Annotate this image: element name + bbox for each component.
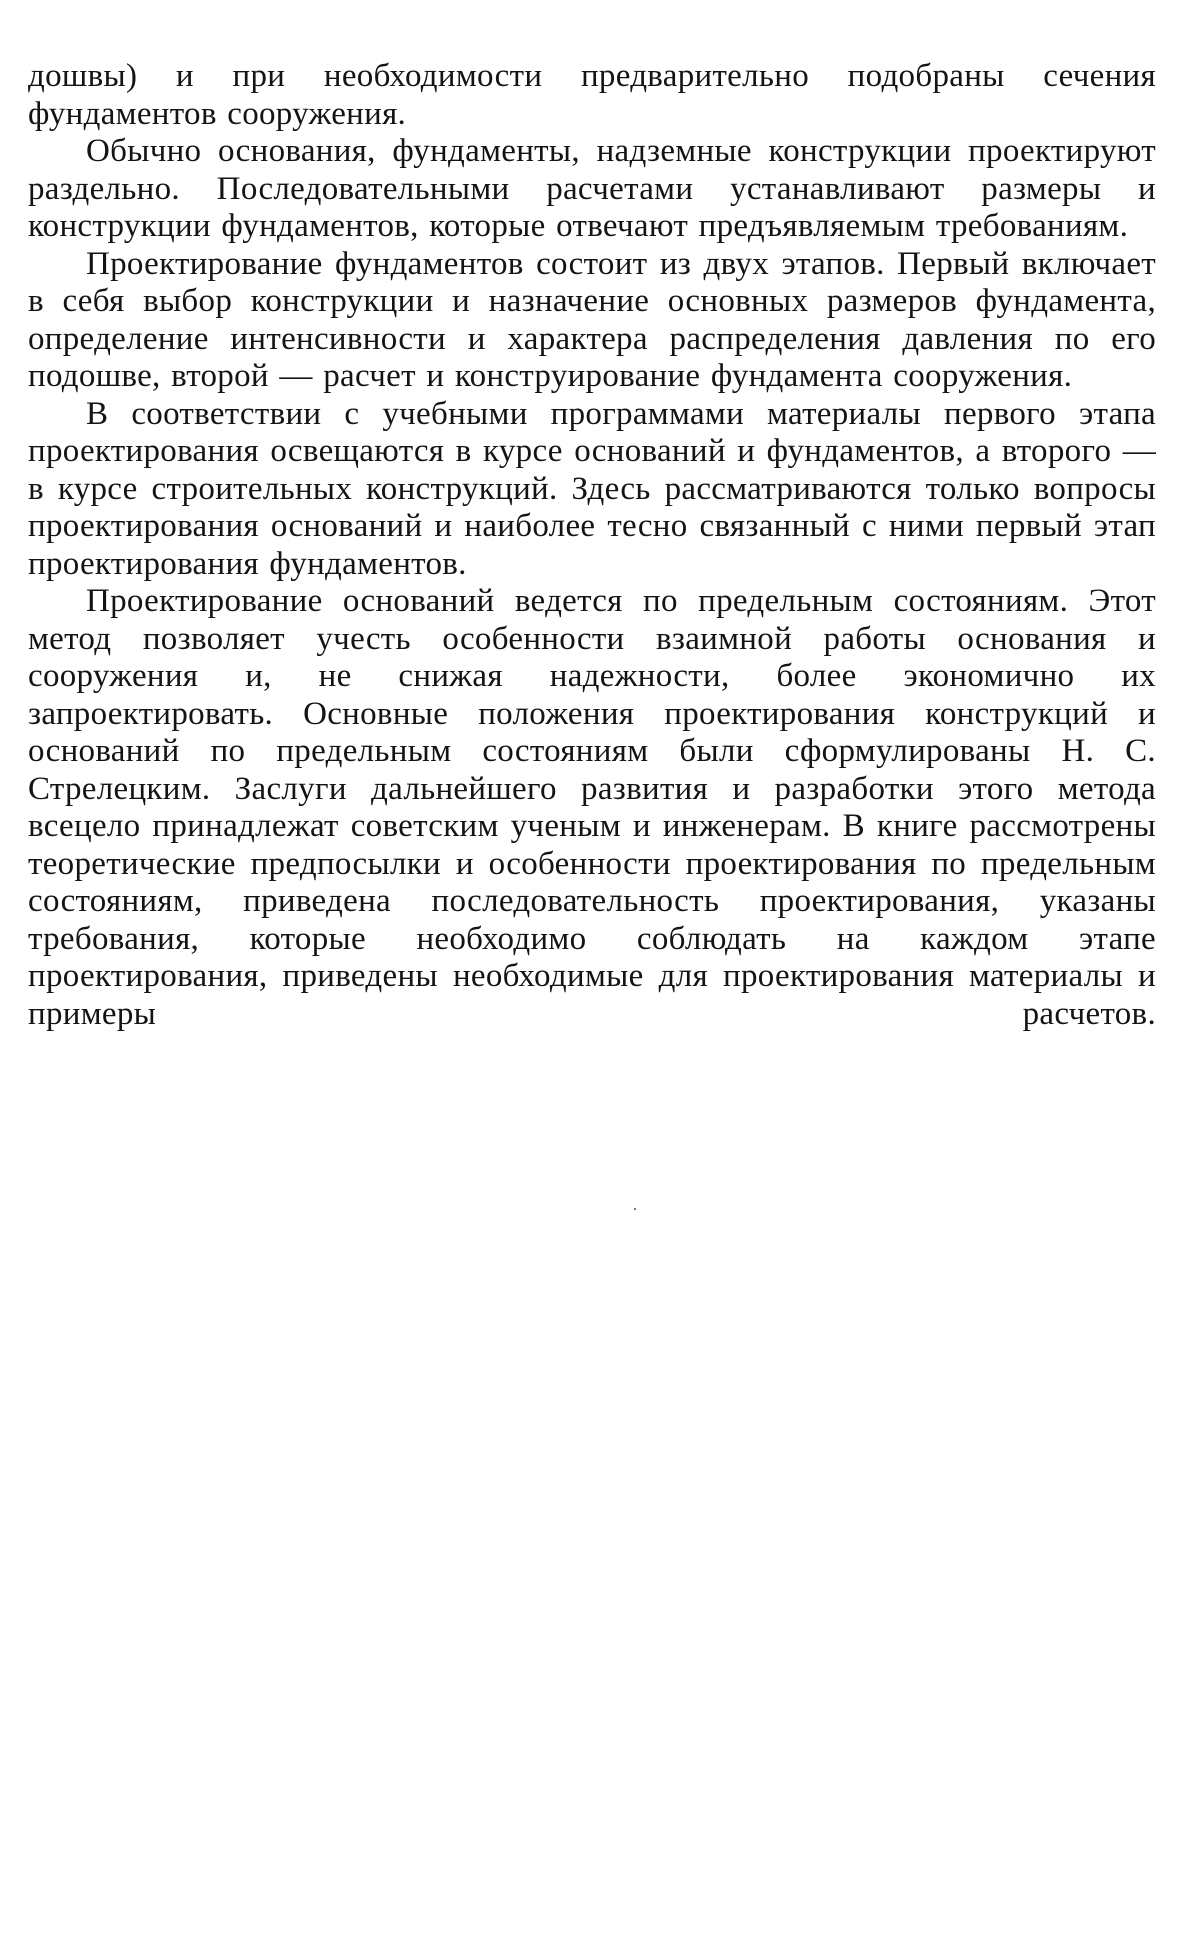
paragraph-continuation: дошвы) и при необходимости предварительно подобраны сечения фундаментов сооружения. bbox=[28, 58, 1156, 132]
paragraph-curriculum: В соответствии с учебными программами материалы первого этапа проектирования освещаются в курсе оснований и фундаментов, а второго — в курсе строительных конструкций. Здесь рассматриваются только вопросы проектирования оснований и наиболее тесно связанный с ними первый этап проектирования фундаментов. bbox=[28, 395, 1156, 582]
scan-speck bbox=[634, 1208, 636, 1210]
paragraph-separate-design: Обычно основания, фундаменты, надземные конструкции проектируют раздельно. Последовательными расчетами устанавливают размеры и конструкции фундаментов, которые отвечают предъявляемым требованиям. bbox=[28, 133, 1156, 244]
paragraph-limit-states: Проектирование оснований ведется по предельным состояниям. Этот метод позволяет учесть особенности взаимной работы основания и сооружения и, не снижая надежности, более экономично их запроектировать. Основные положения проектирования конструкций и оснований по предельным состояниям были сформулированы Н. С. Стрелецким. Заслуги дальнейшего развития и разработки этого метода всецело принадлежат советским ученым и инженерам. В книге рассмотрены теоретические предпосылки и особенности проектирования по предельным состояниям, приведена последовательность проектирования, указаны требования, которые необходимо соблюдать на каждом этапе проектирования, приведены необходимые для проектирования материалы и примеры расчетов. bbox=[28, 583, 1156, 1032]
paragraph-design-stages: Проектирование фундаментов состоит из двух этапов. Первый включает в себя выбор конструкции и назначение основных размеров фундамента, определение интенсивности и характера распределения давления по его подошве, второй — расчет и конструирование фундамента сооружения. bbox=[28, 245, 1156, 394]
page-body bbox=[28, 58, 1156, 1033]
